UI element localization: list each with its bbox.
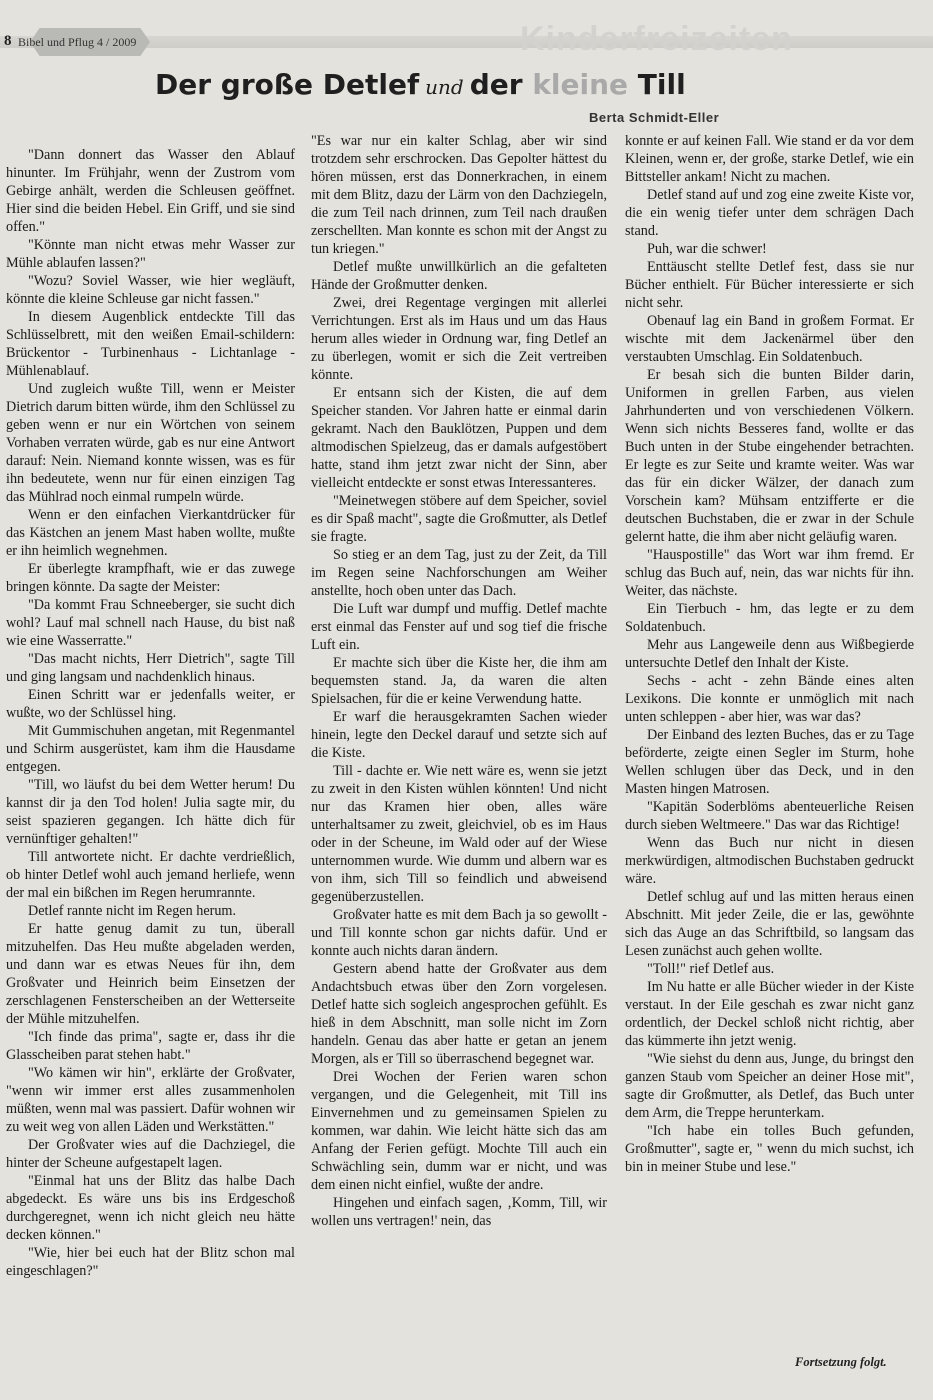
- paragraph: Der Großvater wies auf die Dachziegel, die hinter der Scheune aufgestapelt lagen.: [6, 1137, 295, 1171]
- paragraph: "Ich finde das prima", sagte er, dass ihr die Glasscheiben parat stehen habt.": [6, 1029, 295, 1063]
- paragraph: Detlef mußte unwillkürlich an die gefalteten Hände der Großmutter denken.: [311, 259, 607, 293]
- paragraph: "Wie siehst du denn aus, Junge, du bringst den ganzen Staub vom Speicher an deiner Hose mit", sagte dir Großmutter, als Detlef, das Buch unter dem Arm, die Treppe herunterkam.: [625, 1051, 914, 1121]
- text-column-1: [6, 146, 295, 1280]
- paragraph: "Meinetwegen stöbere auf dem Speicher, soviel es dir Spaß macht", sagte die Großmutter, als Detlef sie fragte.: [311, 493, 607, 545]
- paragraph: Obenauf lag ein Band in großem Format. Er wischte mit dem Jackenärmel über den verstaubten Umschlag. Ein Soldatenbuch.: [625, 313, 914, 365]
- paragraph: "Wo kämen wir hin", erklärte der Großvater, "wenn wir immer erst alles zusammenholen müßten, wenn mal was passiert. Dafür wohnen wir zu weit weg von allen Läden und Werkstätten.": [6, 1065, 295, 1135]
- paragraph: "Ich habe ein tolles Buch gefunden, Großmutter", sagte er, " wenn du mich suchst, ich bin in meiner Stube und lese.": [625, 1123, 914, 1175]
- paragraph: Er machte sich über die Kiste her, die ihm am bequemsten stand. Ja, da waren die alten Spielsachen, für die er keine Verwendung hatte.: [311, 655, 607, 707]
- title-part-1: Der große Detlef: [155, 68, 420, 101]
- paragraph: "Da kommt Frau Schneeberger, sie sucht dich wohl? Lauf mal schnell nach Hause, du bist naß wie eine Wasserratte.": [6, 597, 295, 649]
- paragraph: "Es war nur ein kalter Schlag, aber wir sind trotzdem sehr erschrocken. Das Gepolter hättest du hören müssen, erst das Donnerkrachen, in einem mit dem Blitz, dazu der Lärm von den Dachziegeln, die zum Teil nach drinnen, zum Teil nach draußen zerschellten. Man konnte es schon mit der Angst zu tun kriegen.": [311, 133, 607, 257]
- paragraph: Er überlegte krampfhaft, wie er das zuwege bringen könnte. Da sagte der Meister:: [6, 561, 295, 595]
- paragraph: "Kapitän Soderblöms abenteuerliche Reisen durch sieben Weltmeere." Das war das Richtige!: [625, 799, 914, 833]
- paragraph: Detlef schlug auf und las mitten heraus einen Abschnitt. Mit jeder Zeile, die er las, gewöhnte sich das Auge an das Schriftbild, so langsam das Lesen zunächst auch gehen wollte.: [625, 889, 914, 959]
- paragraph: Er warf die herausgekramten Sachen wieder hinein, legte den Deckel darauf und setzte sich auf die Kiste.: [311, 709, 607, 761]
- title-part-3: Till: [637, 68, 686, 101]
- text-column-2: [311, 132, 607, 1230]
- paragraph: Mehr aus Langeweile denn aus Wißbegierde untersuchte Detlef den Inhalt der Kiste.: [625, 637, 914, 671]
- paragraph: "Könnte man nicht etwas mehr Wasser zur Mühle ablaufen lassen?": [6, 237, 295, 271]
- paragraph: Till - dachte er. Wie nett wäre es, wenn sie jetzt zu zweit in den Kisten wühlen könnten! Und nicht nur das Kramen hier oben, alles wäre unterhaltsamer zu zweit, gleichviel, ob es im Haus oder in der Scheune, im Wald oder auf der Wiese unternommen wurde. Wie dumm und albern war es von ihm, sich Till so feindlich und abweisend gegenüberzustellen.: [311, 763, 607, 905]
- title-kleine: kleine: [532, 68, 629, 101]
- paragraph: Puh, war die schwer!: [647, 241, 767, 257]
- header-band: [0, 28, 933, 70]
- paragraph: "Hauspostille" das Wort war ihm fremd. Er schlug das Buch auf, nein, das war nichts für ihn. Weiter, das nächste.: [625, 547, 914, 599]
- title-part-2: der: [469, 68, 523, 101]
- paragraph: "Wie, hier bei euch hat der Blitz schon mal eingeschlagen?": [6, 1245, 295, 1279]
- paragraph: Die Luft war dumpf und muffig. Detlef machte erst einmal das Fenster auf und sog tief die frische Luft ein.: [311, 601, 607, 653]
- paragraph: Der Einband des lezten Buches, das er zu Tage beförderte, zeigte einen Segler im Sturm, hohe Wellen schlugen über das Deck, und in den Masten hingen Matrosen.: [625, 727, 914, 797]
- paragraph: Detlef stand auf und zog eine zweite Kiste vor, die ein wenig tiefer unter dem schrägen Dach stand.: [625, 187, 914, 239]
- paragraph: Mit Gummischuhen angetan, mit Regenmantel und Schirm ausgerüstet, kam ihm die Hausdame entgegen.: [6, 723, 295, 775]
- paragraph: Er entsann sich der Kisten, die auf dem Speicher standen. Vor Jahren hatte er einmal darin gekramt. Nach den Bauklötzen, Puppen und dem altmodischen Spielzeug, das er damals aufgestöbert hatte, stand ihm jetzt zwar nicht der Sinn, aber vielleicht entdeckte er sonst etwas Interessanteres.: [311, 385, 607, 491]
- text-column-3: [625, 132, 914, 1176]
- author-byline: Berta Schmidt-Eller: [589, 110, 720, 125]
- paragraph: Im Nu hatte er alle Bücher wieder in der Kiste verstaut. In der Eile geschah es zwar nicht ganz ordentlich, der Deckel schloß nicht richtig, aber das kümmerte ihn jetzt wenig.: [625, 979, 914, 1049]
- paragraph: "Toll!" rief Detlef aus.: [647, 961, 775, 977]
- paragraph: Er hatte genug damit zu tun, überall mitzuhelfen. Das Heu mußte abgeladen werden, und dann war es etwas Neues für ihn, dem Großvater und Heinrich beim Einsetzen der zerschlagenen Fensterscheiben an der Wetterseite der Mühle mitzuhelfen.: [6, 921, 295, 1027]
- paragraph: In diesem Augenblick entdeckte Till das Schlüsselbrett, mit den weißen Email-schildern: Brückentor - Turbinenhaus - Lichtanlage - Mühlenablauf.: [6, 309, 295, 379]
- paragraph: Wenn er den einfachen Vierkantdrücker für das Kästchen an jenem Mast haben wollte, mußte er ihn heimlich wegnehmen.: [6, 507, 295, 559]
- title-und: und: [425, 75, 464, 99]
- paragraph: Ein Tierbuch - hm, das legte er zu dem Soldatenbuch.: [625, 601, 914, 635]
- section-heading-ghost: Kinderfreizeiten: [520, 20, 793, 58]
- paragraph: Till antwortete nicht. Er dachte verdrießlich, ob hinter Detlef wohl auch jemand herliefe, wenn der mal ein bißchen im Regen herumrannte.: [6, 849, 295, 901]
- paragraph: Hingehen und einfach sagen, ‚Komm, Till, wir wollen uns vertragen!' nein, das: [311, 1195, 607, 1229]
- paragraph: "Einmal hat uns der Blitz das halbe Dach abgedeckt. Es wäre uns bis ins Erdgeschoß durchgeregnet, wenn ich nicht gleich neu hätte decken können.": [6, 1173, 295, 1243]
- paragraph: Wenn das Buch nur nicht in diesen merkwürdigen, altmodischen Buchstaben gedruckt wäre.: [625, 835, 914, 887]
- paragraph: Und zugleich wußte Till, wenn er Meister Dietrich darum bitten würde, ihm den Schlüssel zu geben wenn er nur ein Wörtchen von seinem Vorhaben verraten würde, gab es nur eine Antwort darauf: Nein. Niemand konnte wissen, was es für ihn bedeutete, wenn nur für einen einzigen Tag das Mühlrad noch einmal rumpeln würde.: [6, 381, 295, 505]
- journal-issue: Bibel und Pflug 4 / 2009: [18, 35, 137, 49]
- paragraph: Detlef rannte nicht im Regen herum.: [28, 903, 237, 919]
- paragraph: Zwei, drei Regentage vergingen mit allerlei Verrichtungen. Erst als im Haus und um das Haus herum alles wieder in Ordnung war, fing Detlef an zu überlegen, womit er sich die Zeit vertreiben könnte.: [311, 295, 607, 383]
- page-number: 8: [4, 33, 12, 49]
- paragraph: Enttäuscht stellte Detlef fest, dass sie nur Bücher enthielt. Für Bücher interessierte er sich nicht sehr.: [625, 259, 914, 311]
- paragraph: Einen Schritt war er jedenfalls weiter, er wußte, wo der Schlüssel hing.: [6, 687, 295, 721]
- paragraph: Er besah sich die bunten Bilder darin, Uniformen in grellen Farben, aus vielen Jahrhunderten und von verschiedenen Völkern. Wenn sich nichts Besseres fand, wollte er das Buch unten in der Stube eingehender betrachten. Er legte es zur Seite und kramte weiter. Was war das für ein dicker Wälzer, der danach zum Vorschein kam? Mühsam entzifferte er die deutschen Buchstaben, die er zwar in der Schule gelernt hatte, die ihm aber nicht geläufig waren.: [625, 367, 914, 545]
- article-title: [155, 68, 775, 101]
- paragraph: So stieg er an dem Tag, just zu der Zeit, da Till im Regen seine Nachforschungen am Weiher anstellte, hoch oben unter das Dach.: [311, 547, 607, 599]
- paragraph: Großvater hatte es mit dem Bach ja so gewollt - und Till konnte schon gar nichts dafür. Und er konnte auch nichts daran ändern.: [311, 907, 607, 959]
- continued-note: Fortsetzung folgt.: [795, 1355, 887, 1369]
- paragraph: "Dann donnert das Wasser den Ablauf hinunter. Im Frühjahr, wenn der Zustrom vom Gebirge anhält, werden die Schleusen geöffnet. Hier sind die beiden Hebel. Ein Griff, und sie sind offen.": [6, 147, 295, 235]
- paragraph: "Till, wo läufst du bei dem Wetter herum! Du kannst dir ja den Tod holen! Julia sagte mir, du seist spazieren gegangen. Ich hätte dich für vernünftiger gehalten!": [6, 777, 295, 847]
- paragraph: "Wozu? Soviel Wasser, wie hier wegläuft, könnte die kleine Schleuse gar nicht fassen.": [6, 273, 295, 307]
- paragraph: konnte er auf keinen Fall. Wie stand er da vor dem Kleinen, wenn er, der große, starke Detlef, wie ein Bittsteller ankam! Nicht zu machen.: [625, 133, 914, 185]
- paragraph: Sechs - acht - zehn Bände eines alten Lexikons. Die konnte er unmöglich mit nach unten schleppen - aber hier, was war das?: [625, 673, 914, 725]
- paragraph: Gestern abend hatte der Großvater aus dem Andachtsbuch etwas über den Zorn vorgelesen. Detlef hatte sich sogleich angesprochen gefühlt. Es hieß in dem Abschnitt, man solle nicht im Zorn handeln. Genau das aber hatte er getan an jenem Morgen, als er Till so überraschend begegnet war.: [311, 961, 607, 1067]
- paragraph: "Das macht nichts, Herr Dietrich", sagte Till und ging langsam und nachdenklich hinaus.: [6, 651, 295, 685]
- paragraph: Drei Wochen der Ferien waren schon vergangen, und die Gelegenheit, mit Till ins Einvernehmen und zu gemeinsamen Spielen zu kommen, war dahin. Wie leicht hätte sich das am Anfang der Ferien gefügt. Mochte Till auch ein Schwächling sein, dumm war er nicht, und was dem einen nicht einfiel, wußte der andre.: [311, 1069, 607, 1193]
